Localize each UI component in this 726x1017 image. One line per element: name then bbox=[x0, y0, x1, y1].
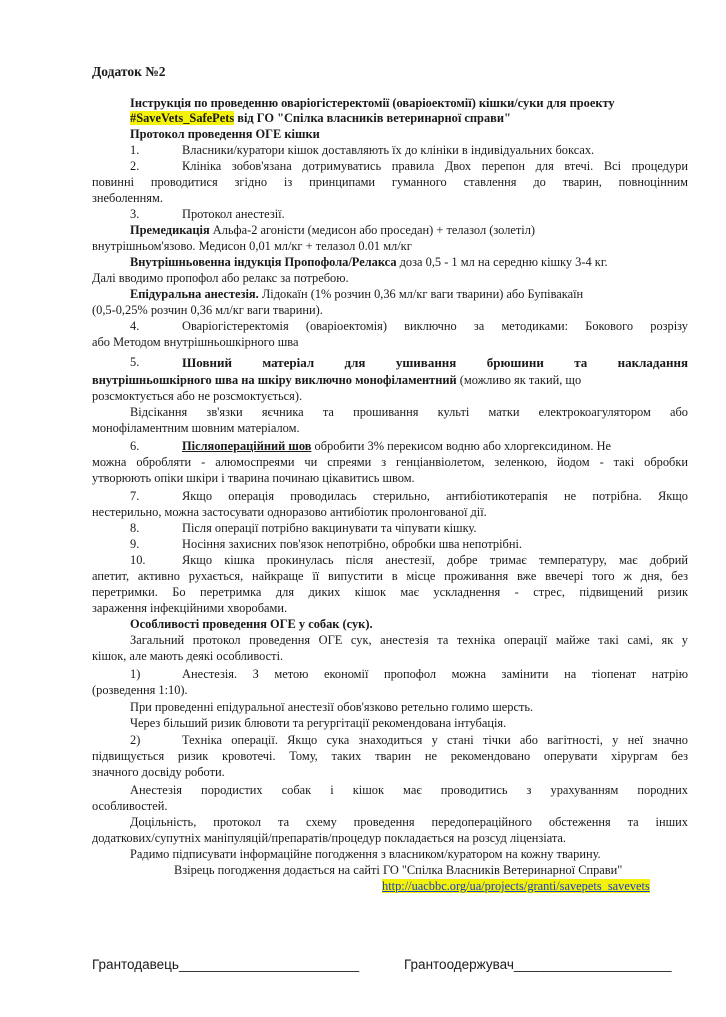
document-title-line2 bbox=[130, 111, 511, 126]
induction-line1 bbox=[130, 255, 608, 270]
item-2-line2: повинні проводитися згідно із принципами гуманного ставлення до тварин, повноцінним bbox=[92, 175, 688, 189]
document-title-line1: Інструкція по проведенню оваріогістеректомії (оваріоектомії) кішки/суки для проекту bbox=[130, 96, 615, 110]
item-6-text: обробити 3% перекисом водню або хлоргексидином. Не bbox=[311, 439, 612, 453]
item-number: 2. bbox=[130, 159, 140, 173]
dogs-expediency-line2: додаткових/супутніх маніпуляцій/препаратів/процедур покладається на розсуд ліцензіата. bbox=[92, 831, 567, 845]
item-number: 4. bbox=[130, 319, 140, 333]
item-10-line1: Якщо кішка прокинулась після анестезії, добре тримає температуру, має добрий bbox=[182, 553, 688, 567]
item-number: 9. bbox=[130, 537, 140, 551]
induction-label: Внутрішньовенна індукція Пропофола/Релакса bbox=[130, 255, 397, 269]
dogs-heading: Особливості проведення ОГЕ у собак (сук). bbox=[130, 617, 373, 631]
appendix-header: Додаток №2 bbox=[92, 64, 166, 79]
item-6-line2: можна обробляти - алюмоспреями чи спреями з генціанвіолетом, зеленкою, йодом - такі обробки bbox=[92, 455, 688, 469]
cut-line1: Відсікання зв'язки яєчника та прошивання культі матки електрокоагулятором або bbox=[130, 405, 688, 419]
item-2-line3: знеболенням. bbox=[92, 191, 163, 205]
induction-text: доза 0,5 - 1 мл на середню кішку 3-4 кг. bbox=[396, 255, 608, 269]
postoperative-suture-label: Післяопераційний шов bbox=[182, 439, 312, 453]
item-3-text: Протокол анестезії. bbox=[182, 207, 285, 221]
dogs-anesthesia-line1: Анестезія. З метою економії пропофол можна замінити на тіопенат натрію bbox=[182, 667, 688, 681]
subitem-number: 2) bbox=[130, 733, 141, 747]
item-5-bold: внутрішньошкірного шва на шкіру виключно монофіламентний bbox=[92, 373, 457, 387]
protocol-heading: Протокол проведення ОГЕ кішки bbox=[130, 127, 320, 141]
epidural-line2: (0,5-0,25% розчин 0,36 мл/кг ваги тварини). bbox=[92, 303, 323, 317]
subitem-number: 1) bbox=[130, 667, 141, 681]
item-7-line2: нестерильно, можна застосувати одноразово антибіотик пролонгованої дії. bbox=[92, 505, 487, 519]
item-10-line2: апетит, активно рухається, найкраще її випустити в місце проживання вже ввечері того ж дня, без bbox=[92, 569, 688, 583]
epidural-text: Лідокаїн (1% розчин 0,36 мл/кг ваги тварини) або Бупівакаїн bbox=[258, 287, 584, 301]
dogs-p1-line1: Загальний протокол проведення ОГЕ сук, анестезія та техніка операції майже такі самі, як у bbox=[130, 633, 688, 647]
item-6-line1 bbox=[182, 439, 611, 454]
project-hashtag: #SaveVets_SafePets bbox=[130, 111, 235, 125]
dogs-intubation-note: Через більший ризик блювоти та регургітації рекомендована інтубація. bbox=[130, 716, 507, 730]
cut-line2: монофіламентним шовним матеріалом. bbox=[92, 421, 300, 435]
premedication-label: Премедикація bbox=[130, 223, 210, 237]
dogs-technique-line2: підвищується ризик кровотечі. Тому, таких тварин не рекомендовано оперувати хірургам без bbox=[92, 749, 688, 763]
item-10-line3: перетримки. Бо перетримка для диких кішок має ускладнення - стрес, підвищений ризик bbox=[92, 585, 688, 599]
item-9-text: Носіння захисних пов'язок непотрібно, обробки шва непотрібні. bbox=[182, 537, 523, 551]
item-4-line1: Оваріогістеректомія (оваріоектомія) виключно за методиками: Бокового розрізу bbox=[182, 319, 688, 333]
item-number: 6. bbox=[130, 439, 140, 453]
dogs-technique-line1: Техніка операції. Якщо сука знаходиться у стані тічки або вагітності, у неї значно bbox=[182, 733, 688, 747]
item-number: 3. bbox=[130, 207, 140, 221]
dogs-technique-line3: значного досвіду роботи. bbox=[92, 765, 225, 779]
epidural-line1 bbox=[130, 287, 583, 302]
induction-line2: Далі вводимо пропофол або релакс за потребою. bbox=[92, 271, 349, 285]
item-6-line3: утворюють опіки шкіри і тварина починаю цікавитись швом. bbox=[92, 471, 415, 485]
item-8-text: Після операції потрібно вакцинувати та чіпувати кішку. bbox=[182, 521, 477, 535]
item-4-line2: або Методом внутрішньошкірного шва bbox=[92, 335, 299, 349]
consent-sample-note: Взірець погодження додається на сайті ГО "Спілка Власників Ветеринарної Справи" bbox=[174, 863, 623, 877]
dogs-breeds-line1: Анестезія породистих собак і кішок має проводитись з урахуванням породних bbox=[130, 783, 688, 797]
grantee-signature-line: Грантоодержувач_____________________ bbox=[404, 957, 672, 972]
item-number: 1. bbox=[130, 143, 140, 157]
item-5-line3: розсмоктується або не розсмоктується). bbox=[92, 389, 303, 403]
premedication-line2: внутрішньом'язово. Медисон 0,01 мл/кг + телазол 0.01 мл/кг bbox=[92, 239, 412, 253]
grantor-signature-line: Грантодавець________________________ bbox=[92, 957, 360, 972]
dogs-breeds-line2: особливостей. bbox=[92, 799, 168, 813]
link-line bbox=[382, 879, 650, 894]
item-number: 8. bbox=[130, 521, 140, 535]
consent-recommendation: Радимо підписувати інформаційне погодження з власником/куратором на кожну тварину. bbox=[130, 847, 601, 861]
item-7-line1: Якщо операція проводилась стерильно, антибіотикотерапія не потрібна. Якщо bbox=[182, 489, 688, 503]
item-10-line4: зараження інфекційними хворобами. bbox=[92, 601, 288, 615]
premedication-text: Альфа-2 агоністи (медисон або проседан) + телазол (золетіл) bbox=[209, 223, 536, 237]
title-organization: від ГО "Спілка власників ветеринарної справи" bbox=[234, 111, 511, 125]
item-1-text: Власники/куратори кішок доставляють їх до клініки в індивідуальних боксах. bbox=[182, 143, 595, 157]
project-link[interactable]: http://uacbbc.org/ua/projects/granti/savepets_savevets bbox=[382, 879, 650, 893]
item-5-rest: (можливо як такий, що bbox=[456, 373, 582, 387]
item-number: 7. bbox=[130, 489, 140, 503]
dogs-anesthesia-line2: (розведення 1:10). bbox=[92, 683, 188, 697]
item-2-line1: Клініка зобов'язана дотримуватись правила Двох перепон для втечі. Всі процедури bbox=[182, 159, 688, 173]
dogs-p1-line2: кішок, але мають деякі особливості. bbox=[92, 649, 284, 663]
dogs-epidural-note: При проведенні епідуральної анестезії обов'язково ретельно голимо шерсть. bbox=[130, 700, 534, 714]
item-5-line1: Шовний матеріал для ушивання брюшини та накладання bbox=[182, 355, 688, 370]
item-number: 5. bbox=[130, 355, 140, 369]
item-number: 10. bbox=[130, 553, 146, 567]
dogs-expediency-line1: Доцільність, протокол та схему проведення передопераційного обстеження та інших bbox=[130, 815, 688, 829]
premedication-line1 bbox=[130, 223, 535, 238]
epidural-label: Епідуральна анестезія. bbox=[130, 287, 259, 301]
item-5-line2 bbox=[92, 373, 581, 388]
